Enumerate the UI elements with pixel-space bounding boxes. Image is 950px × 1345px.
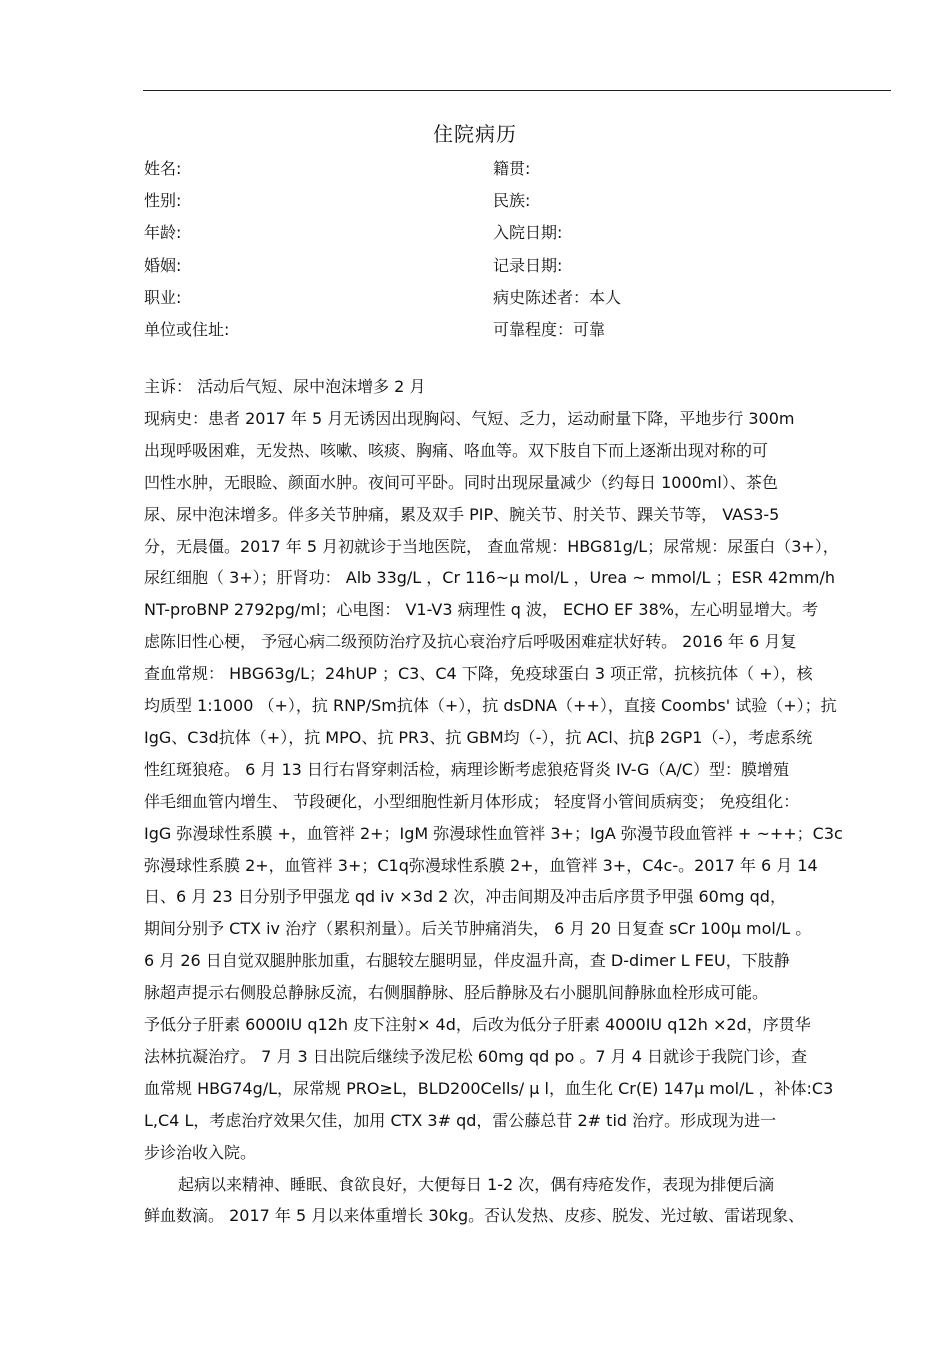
history-text-line: 步诊治收入院。 [144,1142,257,1162]
patient-info-label: 年龄: [144,223,182,243]
history-text-line: 分，无晨僵。2017 年 5 月初就诊于当地医院， 查血常规：HBG81g/L；尿常规：尿蛋白（3+）， [144,536,839,556]
history-text-line: 出现呼吸困难，无发热、咳嗽、咳痰、胸痛、咯血等。双下肢自下而上逐渐出现对称的可 [144,440,769,460]
patient-info-label: 单位或住址: [144,320,230,339]
history-text-line: 性红斑狼疮。 6 月 13 日行右肾穿刺活检，病理诊断考虑狼疮肾炎 IV-G（A/C）型：膜增殖 [144,759,789,779]
history-text-line: 均质型 1:1000 （+），抗 RNP/Sm抗体（+），抗 dsDNA（++），直接 Coombs' 试验（+）；抗 [144,696,837,715]
patient-info-label: 婚姻: [144,255,182,275]
patient-info-label: 记录日期: [493,255,563,275]
history-text-line: NT-proBNP 2792pg/ml；心电图： V1-V3 病理性 q 波， ECHO EF 38%，左心明显增大。考 [144,600,818,620]
history-text-line: 尿红细胞（ 3+）；肝肾功： Alb 33g/L ，Cr 116~μ mol/L ，Urea ~ mmol/L ；ESR 42mm/h [144,568,836,588]
history-text-line: 凹性水肿，无眼睑、颜面水肿。夜间可平卧。同时出现尿量减少（约每日 1000ml）、茶色 [144,472,778,492]
patient-info-label: 病史陈述者：本人 [493,287,622,307]
history-text-line: 现病史：患者 2017 年 5 月无诱因出现胸闷、气短、乏力，运动耐量下降，平地步行 300m [144,408,795,428]
patient-info-label: 可靠程度：可靠 [493,320,606,339]
chief-complaint-line: 主诉： 活动后气短、尿中泡沫增多 2 月 [144,377,426,396]
history-text-line: 期间分别予 CTX iv 治疗（累积剂量）。后关节肿痛消失， 6 月 20 日复查 sCr 100μ mol/L 。 [144,919,812,939]
history-text-line: 血常规 HBG74g/L，尿常规 PRO≥L，BLD200Cells/ μ l，血生化 Cr(E) 147μ mol/L ，补体:C3 [144,1078,834,1098]
patient-info-label: 入院日期: [493,223,563,243]
history-text-line: 查血常规： HBG63g/L；24hUP ；C3、C4 下降，免疫球蛋白 3 项正常，抗核抗体（ +），核 [144,664,813,684]
patient-info-label: 民族: [493,191,531,211]
history-text-line: IgG、C3d抗体（+），抗 MPO、抗 PR3、抗 GBM均（-），抗 ACl、抗β 2GP1（-），考虑系统 [144,727,813,747]
history-text-line: 尿、尿中泡沫增多。伴多关节肿痛，累及双手 PIP、腕关节、肘关节、踝关节等， VAS3-5 [144,504,780,524]
patient-info-label: 职业: [144,287,182,307]
patient-info-label: 姓名: [144,159,182,178]
history-text-line: 虑陈旧性心梗， 予冠心病二级预防治疗及抗心衰治疗后呼吸困难症状好转。 2016 年 6 月复 [144,632,797,652]
history-text-line: 起病以来精神、睡眠、食欲良好，大便每日 1-2 次，偶有痔疮发作，表现为排便后滴 [178,1174,775,1194]
history-text-line: IgG 弥漫球性系膜 +，血管袢 2+；IgM 弥漫球性血管袢 3+；IgA 弥漫节段血管袢 + ~++；C3c [144,823,843,843]
history-text-line: 弥漫球性系膜 2+，血管袢 3+；C1q弥漫球性系膜 2+，血管袢 3+，C4c-。2017 年 6 月 14 [144,855,818,875]
history-text-line: 日、6 月 23 日分别予甲强龙 qd iv ×3d 2 次，冲击间期及冲击后序贯予甲强 60mg qd， [144,887,786,907]
history-text-line: 鲜血数滴。 2017 年 5 月以来体重增长 30kg。否认发热、皮疹、脱发、光过敏、雷诺现象、 [144,1206,805,1226]
history-text-line: 伴毛细血管内增生、 节段硬化，小型细胞性新月体形成； 轻度肾小管间质病变； 免疫组化： [144,791,800,811]
history-text-line: L,C4 L，考虑治疗效果欠佳，加用 CTX 3# qd，雷公藤总苷 2# tid 治疗。形成现为进一 [144,1110,777,1130]
patient-info-label: 性别: [144,191,182,211]
history-text-line: 予低分子肝素 6000IU q12h 皮下注射× 4d，后改为低分子肝素 4000IU q12h ×2d，序贯华 [144,1015,811,1034]
history-text-line: 6 月 26 日自觉双腿肿胀加重，右腿较左腿明显，伴皮温升高，查 D-dimer L FEU，下肢静 [144,951,790,971]
history-text-line: 脉超声提示右侧股总静脉反流，右侧腘静脉、胫后静脉及右小腿肌间静脉血栓形成可能。 [144,983,769,1003]
header-divider [143,90,891,91]
document-title: 住院病历 [433,122,517,146]
history-text-line: 法林抗凝治疗。 7 月 3 日出院后继续予泼尼松 60mg qd po 。7 月 4 日就诊于我院门诊，查 [144,1046,808,1066]
patient-info-label: 籍贯: [493,159,531,178]
